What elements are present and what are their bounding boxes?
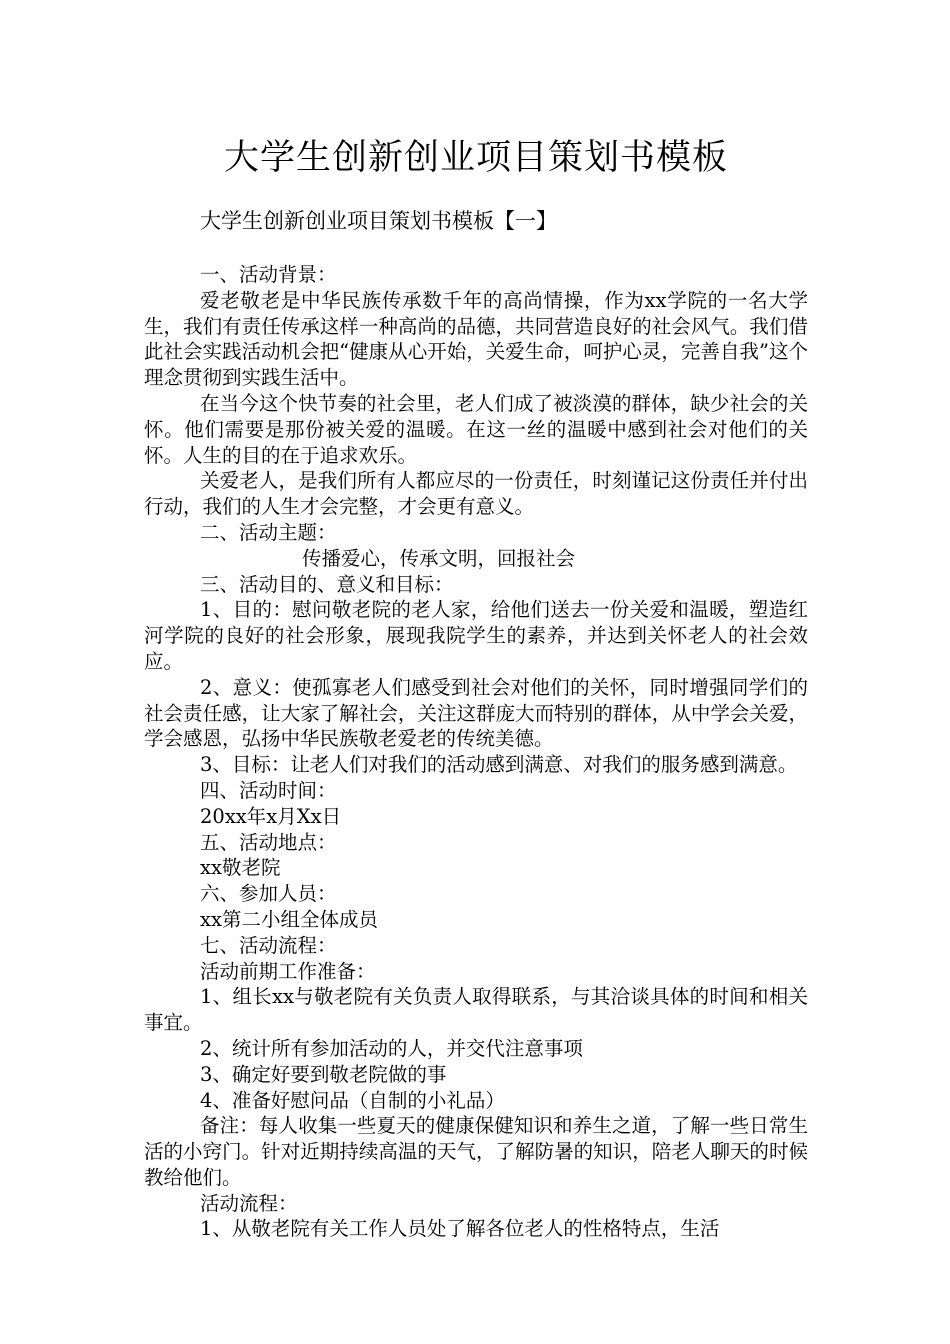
list-item: 2、统计所有参加活动的人，并交代注意事项 [200, 1036, 583, 1060]
subheading-preparation: 活动前期工作准备： [200, 959, 376, 983]
document-subtitle: 大学生创新创业项目策划书模板【一】 [200, 209, 557, 233]
section-heading-time: 四、活动时间： [200, 778, 337, 802]
section-heading-process: 七、活动流程： [200, 933, 337, 957]
subheading-flow: 活动流程： [200, 1191, 298, 1215]
paragraph: 在当今这个快节奏的社会里，老人们成了被淡漠的群体，缺少社会的关怀。他们需要是那份被关爱的温暖。在这一丝的温暖中感到社会对他们的关怀。人生的目的在于追求欢乐。 [144, 391, 808, 467]
list-item: 4、准备好慰问品（自制的小礼品） [200, 1088, 505, 1112]
list-item: 3、确定好要到敬老院做的事 [200, 1062, 447, 1086]
remark-paragraph: 备注：每人收集一些夏天的健康保健知识和养生之道，了解一些日常生活的小窍门。针对近期持续高温的天气，了解防暑的知识，陪老人聊天的时候教给他们。 [144, 1114, 808, 1189]
paragraph: 3、目标：让老人们对我们的活动感到满意、对我们的服务感到满意。 [200, 753, 798, 777]
section-heading-location: 五、活动地点： [200, 830, 337, 854]
document-body [144, 262, 808, 1242]
document-title: 大学生创新创业项目策划书模板 [223, 138, 728, 178]
participants: xx第二小组全体成员 [200, 907, 378, 931]
paragraph: 1、目的：慰问敬老院的老人家，给他们送去一份关爱和温暖，塑造红河学院的良好的社会形象，展现我院学生的素养，并达到关怀老人的社会效应。 [144, 598, 808, 673]
section-heading-participants: 六、参加人员： [200, 882, 337, 906]
section-heading-theme: 二、活动主题： [200, 520, 337, 544]
activity-date: 20xx年x月Xx日 [200, 804, 342, 828]
paragraph: 2、意义：使孤寡老人们感受到社会对他们的关怀，同时增强同学们的社会责任感，让大家了解社会，关注这群庞大而特别的群体，从中学会关爱，学会感恩，弘扬中华民族敬老爱老的传统美德。 [144, 675, 808, 751]
paragraph: 爱老敬老是中华民族传承数千年的高尚情操，作为xx学院的一名大学生，我们有责任传承这样一种高尚的品德，共同营造良好的社会风气。我们借此社会实践活动机会把“健康从心开始，关爱生命，呵护心灵，完善自我”这个理念贯彻到实践生活中。 [144, 288, 808, 390]
section-heading-purpose: 三、活动目的、意义和目标： [200, 572, 454, 596]
list-item: 1、组长xx与敬老院有关负责人取得联系，与其洽谈具体的时间和相关事宜。 [144, 985, 808, 1035]
paragraph: 关爱老人，是我们所有人都应尽的一份责任，时刻谨记这份责任并付出行动，我们的人生才会完整，才会更有意义。 [144, 469, 808, 519]
activity-location: xx敬老院 [200, 856, 281, 880]
theme-slogan: 传播爱心，传承文明，回报社会 [302, 546, 576, 570]
list-item: 1、从敬老院有关工作人员处了解各位老人的性格特点，生活 [200, 1217, 720, 1241]
section-heading-background: 一、活动背景： [200, 263, 337, 286]
